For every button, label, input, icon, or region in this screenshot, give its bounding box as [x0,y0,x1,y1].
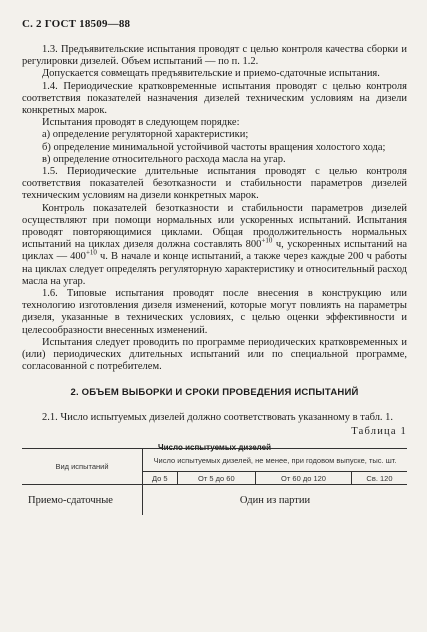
document-body [22,44,407,454]
page-header: С. 2 ГОСТ 18509—88 [22,18,131,30]
table-range-over-120: Св. 120 [351,472,407,485]
paragraph-test-program: Испытания следует проводить по программе периодических кратковременных и (или) периодических длительных испытаний или по специальной программе, согласованной с потребителем. [22,336,407,373]
paragraph-1-3: 1.3. Предъявительские испытания проводят с целью контроля качества сборки и регулировки дизелей. Объем испытаний — по п. 1.2. [22,44,407,68]
table-range-60-120: От 60 до 120 [256,472,352,485]
paragraph-2-1: 2.1. Число испытуемых дизелей должно соответствовать указанному в табл. 1. [42,411,394,423]
table-row-label-acceptance: Приемо-сдаточные [22,485,143,516]
paragraph-combine-tests: Допускается совмещать предъявительские и приемо-сдаточные испытания. [42,68,380,80]
paragraph-1-5: 1.5. Периодические длительные испытания проводят с целью контроля соответствия показателей безотказности и стабильности параметров дизелей техническим условиям на дизели конкретных марок. [22,166,407,202]
section-title: 2. ОБЪЕМ ВЫБОРКИ И СРОКИ ПРОВЕДЕНИЯ ИСПЫТАНИЙ [70,387,359,399]
table-range-5-60: От 5 до 60 [177,472,255,485]
paragraph-test-order: Испытания проводят в следующем порядке: [42,117,240,129]
table-caption: Таблица 1 [351,425,407,437]
list-item-c: в) определение относительного расхода масла на угар. [42,153,286,165]
table-range-upto-5: До 5 [143,472,178,485]
paragraph-1-4: 1.4. Периодические кратковременные испытания проводят с целью контроля соответствия показателей назначения дизелей техническим условиям на дизели конкретных марок. [22,80,407,117]
test-count-table [22,448,407,515]
table-row-value-acceptance: Один из партии [143,485,408,516]
paragraph-reliability-control: Контроль показателей безотказности и стабильности параметров дизелей осуществляют при помощи нормальных или ускоренных испытаний. Испытания проводят повторяющимися циклами. Общая продолжительность нормальных испытаний на циклах дизеля должна составлять $800^{+10}$ ч, ускоренных испытаний на циклах — $400^{+10}$ ч. В начале и конце испытаний, а также через каждые 200 ч работы на циклах следует определять регуляторную характеристику и относительный расход масла на угар. [22,202,407,287]
table-col-header-test-type: Вид испытаний [22,449,143,485]
list-item-a: а) определение регуляторной характеристики; [42,129,249,141]
paragraph-1-6: 1.6. Типовые испытания проводят после внесения в конструкцию или технологию изготовления дизеля изменений, которые могут повлиять на параметры дизеля, указанные в технических условиях, с целью оценки эффективности и целесообразности внесенных изменений. [22,288,407,336]
table-group-header: Число испытуемых дизелей, не менее, при годовом выпуске, тыс. шт. [143,449,408,472]
list-item-b: б) определение минимальной устойчивой частоты вращения холостого хода; [42,141,386,153]
table-subtitle: Число испытуемых дизелей [158,443,271,453]
